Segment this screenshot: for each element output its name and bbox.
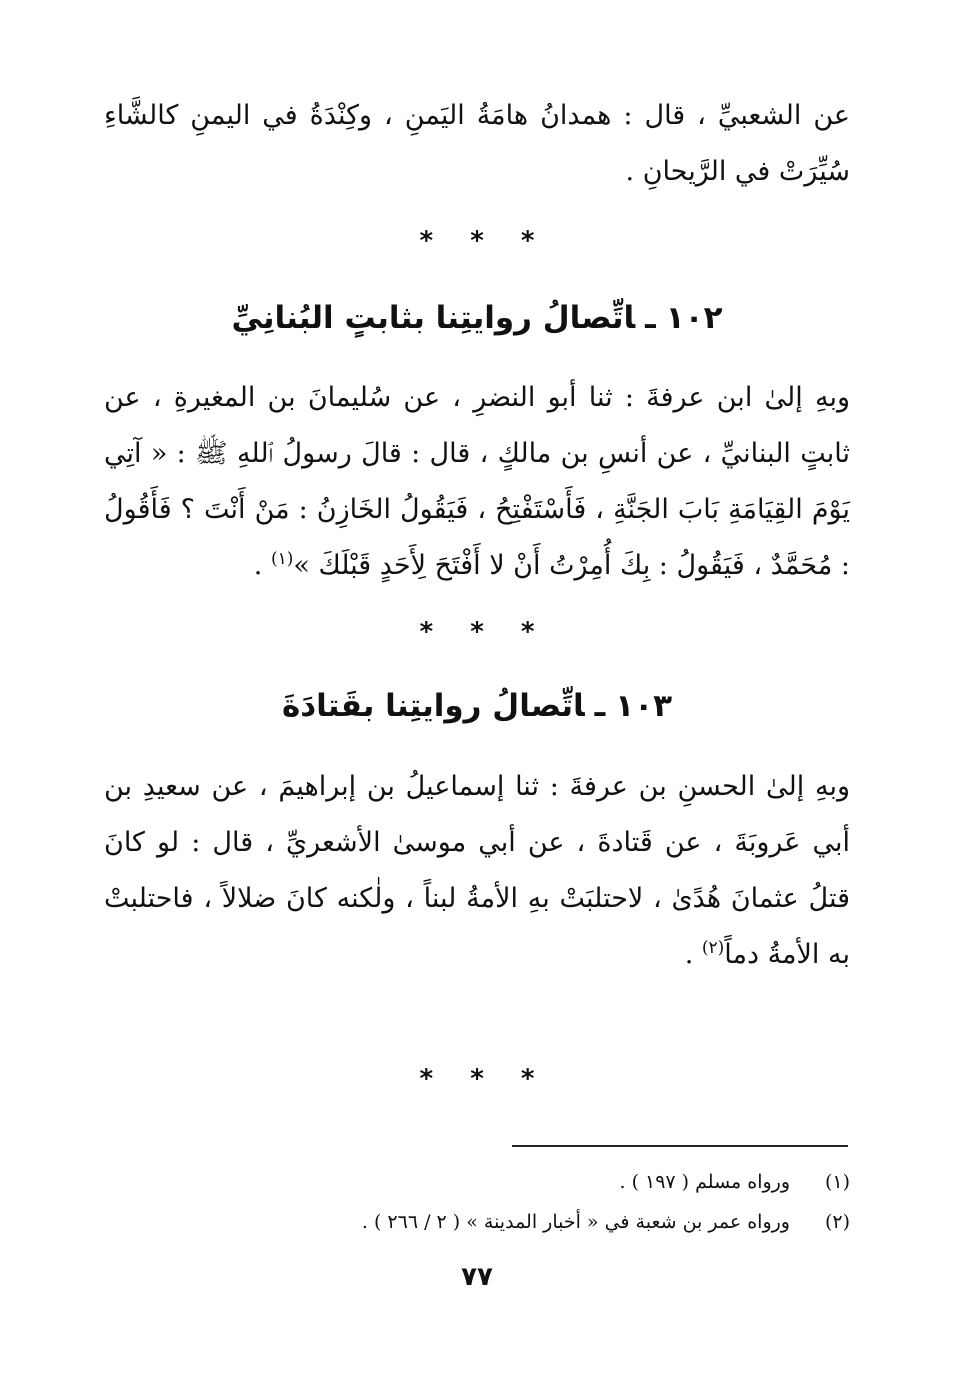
section-heading-103: [0, 688, 954, 724]
section-body: وبهِ إلىٰ ابن عرفةَ : ثنا أبو النضرِ ، عن سُليمانَ بن المغيرةِ ، عن ثابتٍ البنانيِّ ، عن أنسِ بن مالكٍ ، قال : قالَ رسولُ ٱللهِ ﷺ : « آتِي يَوْمَ القِيَامَةِ بَابَ الجَنَّةِ ، فَأَسْتَفْتِحُ ، فَيَقُولُ الخَازِنُ : مَنْ أَنْتَ ؟ فَأَقُولُ : مُحَمَّدٌ ، فَيَقُولُ : بِكَ أُمِرْتُ أَنْ لا أَفْتَحَ لِأَحَدٍ قَبْلَكَ »: [104, 382, 850, 581]
section-separator: * * *: [419, 1064, 535, 1094]
footnote-1: [104, 1167, 850, 1197]
section-paragraph-103: [104, 759, 850, 983]
intro-paragraph: [104, 88, 850, 200]
footnote-ref[interactable]: (١): [270, 549, 294, 569]
section-number: ١٠٢: [665, 300, 723, 336]
section-separator: * * *: [419, 226, 535, 256]
intro-text: عن الشعبيِّ ، قال : همدانُ هامَةُ اليَمنِ ، وكِنْدَةُ في اليمنِ كالشَّاءِ سُيِّرَتْ في الرَّيحانِ .: [104, 100, 850, 187]
footnote-text: ورواه عمر بن شعبة في « أخبار المدينة » ( ٢ / ٢٦٦ ) .: [361, 1211, 790, 1233]
footnote-number: (٢): [824, 1211, 850, 1233]
section-body: وبهِ إلىٰ الحسنِ بن عرفةَ : ثنا إسماعيلُ بن إبراهيمَ ، عن سعيدِ بن أبي عَروبَةَ ، عن قَتادةَ ، عن أبي موسىٰ الأشعريِّ ، قال : لو كانَ قتلُ عثمانَ هُدًىٰ ، لاحتلبَتْ بهِ الأمةُ لبناً ، ولٰكنه كانَ ضلالاً ، فاحتلبتْ به الأمةُ دماً: [104, 771, 850, 970]
section-end: .: [253, 550, 271, 581]
section-heading-102: [0, 300, 954, 336]
section-title: اتِّصالُ روايتِنا بقَتادَةَ: [281, 688, 585, 724]
section-end: .: [684, 939, 702, 970]
footnote-2: [104, 1207, 850, 1237]
footnote-number: (١): [824, 1171, 850, 1193]
page-number: ٧٧: [461, 1262, 493, 1292]
footnote-ref[interactable]: (٢): [701, 938, 725, 958]
section-dash: ـ: [645, 300, 656, 336]
footnote-divider: [512, 1145, 848, 1147]
footnote-text: ورواه مسلم ( ١٩٧ ) .: [619, 1171, 790, 1193]
section-separator: * * *: [419, 617, 535, 647]
section-dash: ـ: [594, 688, 606, 724]
section-number: ١٠٣: [615, 688, 673, 724]
section-title: اتِّصالُ روايتِنا بثابتٍ البُنانِيِّ: [231, 300, 636, 336]
section-paragraph-102: [104, 370, 850, 594]
